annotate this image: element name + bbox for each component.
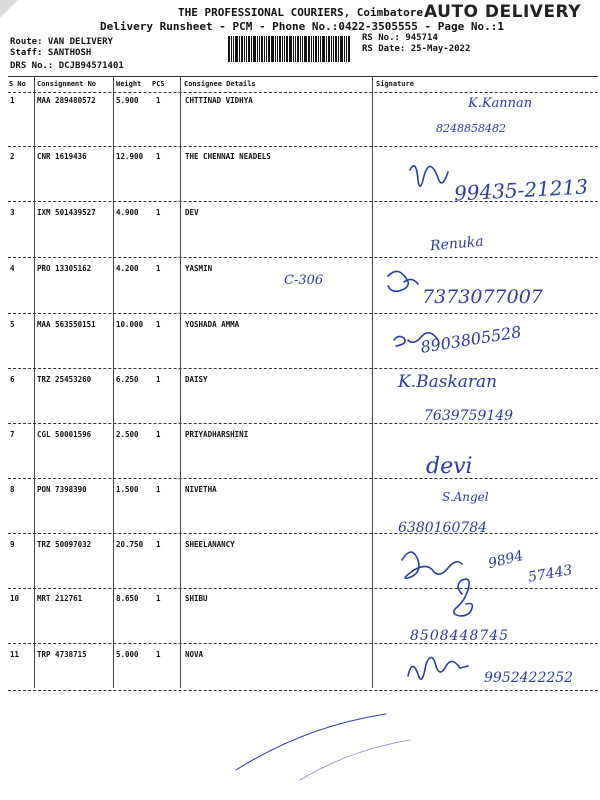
row-sno: 8 bbox=[10, 485, 15, 494]
row-consignee: SHIBU bbox=[185, 594, 208, 603]
row-pcs: 1 bbox=[156, 264, 161, 273]
row-consignment-no: MAA 563550151 bbox=[37, 320, 96, 329]
row-consignment-no: IXM 501439527 bbox=[37, 208, 96, 217]
auto-delivery-stamp: AUTO DELIVERY bbox=[424, 2, 582, 22]
delivery-stroke bbox=[236, 714, 386, 770]
company-title: THE PROFESSIONAL COURIERS, Coimbatore bbox=[178, 6, 424, 19]
handwritten-name: K.Baskaran bbox=[398, 372, 498, 392]
row-pcs: 1 bbox=[156, 96, 161, 105]
signature-scribble bbox=[388, 271, 418, 291]
row-pcs: 1 bbox=[156, 650, 161, 659]
row-sno: 4 bbox=[10, 264, 15, 273]
col-header-weight: Weight bbox=[116, 80, 142, 88]
row-sno: 9 bbox=[10, 540, 15, 549]
col-header-details: Consignee Details bbox=[184, 80, 256, 88]
rs-number: RS No.: 945714 bbox=[362, 33, 438, 43]
row-consignment-no: PRO 13305162 bbox=[37, 264, 92, 273]
row-pcs: 1 bbox=[156, 594, 161, 603]
row-pcs: 1 bbox=[156, 540, 161, 549]
handwritten-phone: 9894 bbox=[486, 547, 526, 573]
signature-scribble bbox=[454, 579, 473, 616]
row-pcs: 1 bbox=[156, 485, 161, 494]
delivery-stroke bbox=[300, 740, 410, 780]
col-header-sno: S No bbox=[9, 80, 26, 88]
row-pcs: 1 bbox=[156, 152, 161, 161]
handwritten-note: C-306 bbox=[284, 273, 324, 288]
row-consignee: SHEELANANCY bbox=[185, 540, 235, 549]
rs-date: RS Date: 25-May-2022 bbox=[362, 44, 471, 54]
handwritten-name: K.Kannan bbox=[468, 96, 533, 111]
row-weight: 4.900 bbox=[116, 208, 139, 217]
row-consignment-no: TRP 4738715 bbox=[37, 650, 87, 659]
route-label: Route: VAN DELIVERY bbox=[10, 37, 113, 47]
row-consignment-no: TRZ 50097032 bbox=[37, 540, 92, 549]
handwritten-name: Renuka bbox=[429, 233, 485, 255]
row-weight: 2.500 bbox=[116, 430, 139, 439]
signature-scribble bbox=[402, 552, 462, 578]
row-consignment-no: MRT 212761 bbox=[37, 594, 83, 603]
signature-scribble bbox=[394, 333, 438, 346]
handwritten-name: S.Angel bbox=[442, 490, 489, 504]
row-consignee: NOVA bbox=[185, 650, 204, 659]
handwritten-phone: 7373077007 bbox=[422, 286, 543, 308]
row-sno: 2 bbox=[10, 152, 15, 161]
row-weight: 6.250 bbox=[116, 375, 139, 384]
row-sno: 3 bbox=[10, 208, 15, 217]
row-sno: 11 bbox=[10, 650, 20, 659]
runsheet-subtitle: Delivery Runsheet - PCM - Phone No.:0422-3505555 - Page No.:1 bbox=[100, 20, 504, 33]
row-pcs: 1 bbox=[156, 320, 161, 329]
row-consignee: DEV bbox=[185, 208, 199, 217]
signature-scribble bbox=[410, 166, 448, 186]
drs-number: DRS No.: DCJB94571401 bbox=[10, 61, 124, 71]
row-consignee: DAISY bbox=[185, 375, 208, 384]
row-weight: 10.000 bbox=[116, 320, 144, 329]
row-weight: 12.900 bbox=[116, 152, 144, 161]
row-weight: 1.500 bbox=[116, 485, 139, 494]
row-sno: 5 bbox=[10, 320, 15, 329]
row-consignment-no: CGL 50001596 bbox=[37, 430, 92, 439]
row-consignee: CHTTINAD VIDHYA bbox=[185, 96, 253, 105]
staff-label: Staff: SANTHOSH bbox=[10, 48, 92, 58]
handwritten-phone: 99435-21213 bbox=[453, 174, 589, 206]
row-sno: 1 bbox=[10, 96, 15, 105]
row-weight: 5.900 bbox=[116, 96, 139, 105]
row-consignment-no: TRZ 25453260 bbox=[37, 375, 92, 384]
row-weight: 8.650 bbox=[116, 594, 139, 603]
col-header-consignment: Consignment No bbox=[37, 80, 97, 88]
row-sno: 10 bbox=[10, 594, 20, 603]
handwritten-name: devi bbox=[426, 454, 473, 479]
col-header-pcs: PCS bbox=[152, 80, 165, 88]
signature-scribble bbox=[408, 657, 468, 679]
row-consignment-no: MAA 289480572 bbox=[37, 96, 96, 105]
row-weight: 20.750 bbox=[116, 540, 144, 549]
handwritten-phone: 8248858482 bbox=[436, 122, 506, 135]
row-pcs: 1 bbox=[156, 208, 161, 217]
row-sno: 7 bbox=[10, 430, 15, 439]
handwritten-phone: 7639759149 bbox=[424, 408, 514, 424]
row-pcs: 1 bbox=[156, 430, 161, 439]
row-consignee: NIVETHA bbox=[185, 485, 217, 494]
row-weight: 5.000 bbox=[116, 650, 139, 659]
row-pcs: 1 bbox=[156, 375, 161, 384]
col-header-signature: Signature bbox=[376, 80, 414, 88]
row-weight: 4.200 bbox=[116, 264, 139, 273]
row-sno: 6 bbox=[10, 375, 15, 384]
row-consignee: PRIYADHARSHINI bbox=[185, 430, 249, 439]
handwritten-phone: 8508448745 bbox=[410, 628, 510, 644]
row-consignee: YASMIN bbox=[185, 264, 213, 273]
row-consignee: THE CHENNAI NEADELS bbox=[185, 152, 271, 161]
row-consignee: YOSHADA AMMA bbox=[185, 320, 240, 329]
row-consignment-no: PON 7398390 bbox=[37, 485, 87, 494]
handwritten-phone: 57443 bbox=[526, 562, 574, 586]
handwritten-phone: 8903805528 bbox=[419, 322, 523, 357]
handwritten-phone: 6380160784 bbox=[398, 520, 488, 536]
handwritten-phone: 9952422252 bbox=[484, 670, 574, 686]
row-consignment-no: CNR 1619436 bbox=[37, 152, 87, 161]
